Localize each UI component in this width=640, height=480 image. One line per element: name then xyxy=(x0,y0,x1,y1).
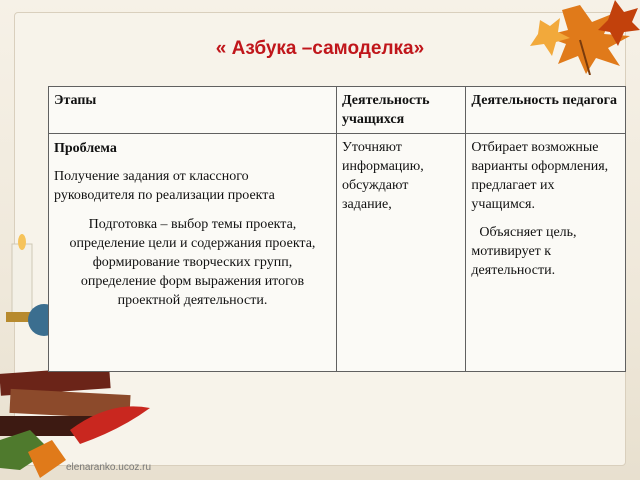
table-row xyxy=(49,134,626,372)
student-activity-cell xyxy=(336,134,465,372)
teacher-activity-cell xyxy=(466,134,626,372)
header-teacher-activity: Деятельность педагога xyxy=(466,87,626,134)
header-stages: Этапы xyxy=(49,87,337,134)
stage-label: Проблема xyxy=(54,141,117,156)
slide-title: « Азбука –самоделка» xyxy=(215,38,425,59)
table-header-row xyxy=(49,87,626,134)
teacher-activity-text-1: Отбирает возможные варианты оформления, предлагает их учащимся. xyxy=(471,140,609,212)
stage-cell xyxy=(49,134,337,372)
stage-task: Получение задания от классного руководителя по реализации проекта xyxy=(54,169,275,203)
header-student-activity: Деятельность учащихся xyxy=(336,87,465,134)
project-stages-table xyxy=(48,86,626,372)
stage-preparation: Подготовка – выбор темы проекта, определение цели и содержания проекта, формирование творческих групп, определение форм выражения итогов проектной деятельности. xyxy=(69,217,316,308)
watermark: elenaranko.ucoz.ru xyxy=(66,462,152,473)
teacher-activity-text-2: Объясняет цель, мотивирует к деятельности. xyxy=(471,225,577,278)
student-activity-text: Уточняют информацию, обсуждают задание, xyxy=(341,140,424,212)
